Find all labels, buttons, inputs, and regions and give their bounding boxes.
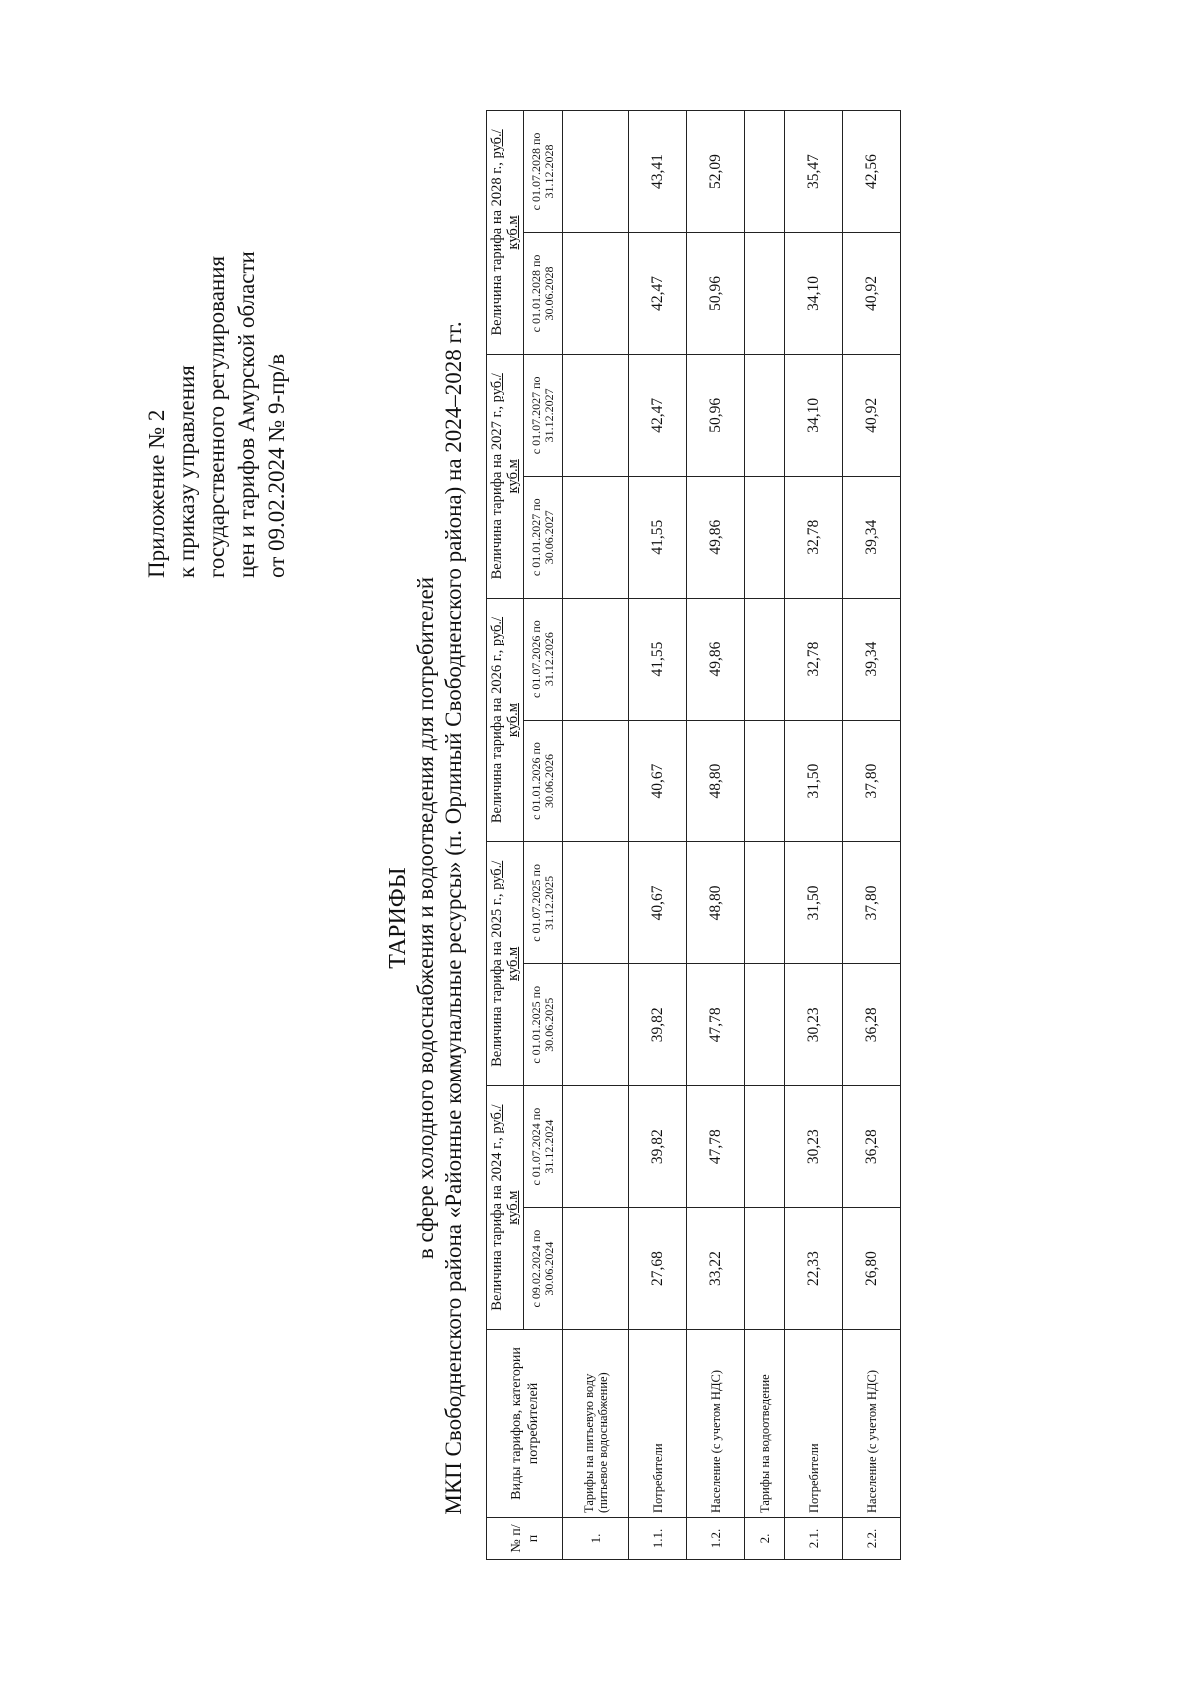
tariff-value-cell [745,964,785,1086]
tariff-value-cell: 30,23 [785,1086,843,1208]
tariff-value-cell: 22,33 [785,1208,843,1330]
row-number: 2.1. [785,1518,843,1560]
header-line: к приказу управления [174,365,199,578]
tariff-value-cell [563,354,629,476]
year-label: Величина тарифа на 2024 г., [489,1133,505,1311]
tariff-table [486,110,901,1560]
period-header: с 01.07.2025 по 31.12.2025 [524,842,563,964]
tariff-value-cell: 42,56 [843,111,901,233]
table-row [843,111,901,1560]
header-year-2027 [487,354,524,598]
row-number: 2. [745,1518,785,1560]
year-unit: руб./куб.м [489,1104,521,1225]
table-row [563,111,629,1560]
row-number: 2.2. [843,1518,901,1560]
year-label: Величина тарифа на 2025 г., [489,889,505,1067]
tariff-value-cell: 40,92 [843,354,901,476]
tariff-value-cell: 42,47 [629,354,687,476]
tariff-value-cell: 33,22 [687,1208,745,1330]
tariff-value-cell [745,842,785,964]
header-line: государственного регулирования [204,255,229,578]
year-unit: руб./куб.м [489,616,521,738]
tariff-value-cell: 49,86 [687,598,745,720]
tariff-value-cell [563,964,629,1086]
period-header: с 01.07.2026 по 31.12.2026 [524,598,563,720]
header-line: цен и тарифов Амурской области [234,251,259,578]
period-header: с 01.07.2027 по 31.12.2027 [524,354,563,476]
tariff-value-cell: 26,80 [843,1208,901,1330]
tariff-value-cell [563,842,629,964]
header-year-2024 [487,1086,524,1330]
tariff-value-cell: 42,47 [629,232,687,354]
header-year-2025 [487,842,524,1086]
tariff-value-cell [563,720,629,842]
year-label: Величина тарифа на 2027 г., [489,402,505,580]
tariff-value-cell: 43,41 [629,111,687,233]
tariff-value-cell: 41,55 [629,476,687,598]
document-titles [384,138,468,1698]
tariff-value-cell [563,111,629,233]
tariff-value-cell: 49,86 [687,476,745,598]
row-number: 1. [563,1518,629,1560]
tariff-value-cell: 48,80 [687,720,745,842]
tariff-value-cell: 36,28 [843,964,901,1086]
period-header: с 01.01.2028 по 30.06.2028 [524,232,563,354]
period-header: с 01.01.2026 по 30.06.2026 [524,720,563,842]
tariff-value-cell: 39,82 [629,964,687,1086]
row-number: 1.1. [629,1518,687,1560]
tariff-value-cell: 48,80 [687,842,745,964]
document-subtitle-1: в сфере холодного водоснабжения и водоотведения для потребителей [413,576,438,1260]
tariff-value-cell: 47,78 [687,964,745,1086]
header-tariff-type: Виды тарифов, категории потребителей [487,1330,563,1518]
tariff-value-cell: 32,78 [785,598,843,720]
tariff-value-cell [745,720,785,842]
appendix-header [142,98,292,578]
year-label: Величина тарифа на 2026 г., [489,646,505,824]
tariff-value-cell: 41,55 [629,598,687,720]
document-subtitle-2: МКП Свободненского района «Районные коммунальные ресурсы» (п. Орлиный Свободненского района) на 2024–2028 гг. [441,321,466,1515]
row-number: 1.2. [687,1518,745,1560]
tariff-value-cell: 27,68 [629,1208,687,1330]
tariff-value-cell: 30,23 [785,964,843,1086]
tariff-value-cell: 40,67 [629,842,687,964]
header-year-2026 [487,598,524,842]
year-unit: руб./куб.м [489,373,521,494]
tariff-value-cell: 50,96 [687,354,745,476]
period-header: с 01.07.2024 по 31.12.2024 [524,1086,563,1208]
year-unit: руб./куб.м [489,129,521,250]
tariff-value-cell: 37,80 [843,720,901,842]
table-row [687,111,745,1560]
tariff-value-cell: 52,09 [687,111,745,233]
tariff-value-cell: 50,96 [687,232,745,354]
tariff-value-cell: 39,82 [629,1086,687,1208]
period-header: с 01.01.2025 по 30.06.2025 [524,964,563,1086]
tariff-value-cell: 34,10 [785,232,843,354]
tariff-value-cell: 39,34 [843,598,901,720]
table-row [629,111,687,1560]
row-tariff-name: Тарифы на водоотведение [745,1330,785,1518]
tariff-value-cell: 31,50 [785,842,843,964]
year-unit: руб./куб.м [489,860,521,981]
tariff-value-cell [745,354,785,476]
tariff-value-cell [745,232,785,354]
header-line: от 09.02.2024 № 9-пр/в [264,353,289,578]
tariff-value-cell [563,232,629,354]
table-body [563,111,901,1560]
row-tariff-name: Потребители [785,1330,843,1518]
tariff-value-cell: 32,78 [785,476,843,598]
period-header: с 01.07.2028 по 31.12.2028 [524,111,563,233]
row-tariff-name: Тарифы на питьевую воду (питьевое водоснабжение) [563,1330,629,1518]
tariff-value-cell: 47,78 [687,1086,745,1208]
tariff-value-cell: 31,50 [785,720,843,842]
period-header: с 01.01.2027 по 30.06.2027 [524,476,563,598]
header-line: Приложение № 2 [144,409,169,578]
year-label: Величина тарифа на 2028 г., [489,158,505,336]
row-tariff-name: Население (с учетом НДС) [687,1330,745,1518]
tariff-value-cell: 36,28 [843,1086,901,1208]
row-tariff-name: Потребители [629,1330,687,1518]
tariff-value-cell: 34,10 [785,354,843,476]
tariff-value-cell [563,1086,629,1208]
tariff-value-cell [745,476,785,598]
tariff-value-cell [745,111,785,233]
tariff-value-cell: 40,67 [629,720,687,842]
tariff-value-cell: 35,47 [785,111,843,233]
tariff-value-cell: 39,34 [843,476,901,598]
document-title: ТАРИФЫ [385,867,411,969]
tariff-value-cell [745,1086,785,1208]
header-year-2028 [487,111,524,355]
tariff-value-cell: 37,80 [843,842,901,964]
tariff-value-cell [563,1208,629,1330]
table-row [785,111,843,1560]
table-row [745,111,785,1560]
table-header-row [487,111,524,1560]
tariff-value-cell [563,476,629,598]
tariff-value-cell [745,1208,785,1330]
header-num: № п/п [487,1518,563,1560]
tariff-value-cell: 40,92 [843,232,901,354]
tariff-value-cell [745,598,785,720]
period-header: с 09.02.2024 по 30.06.2024 [524,1208,563,1330]
tariff-value-cell [563,598,629,720]
row-tariff-name: Население (с учетом НДС) [843,1330,901,1518]
